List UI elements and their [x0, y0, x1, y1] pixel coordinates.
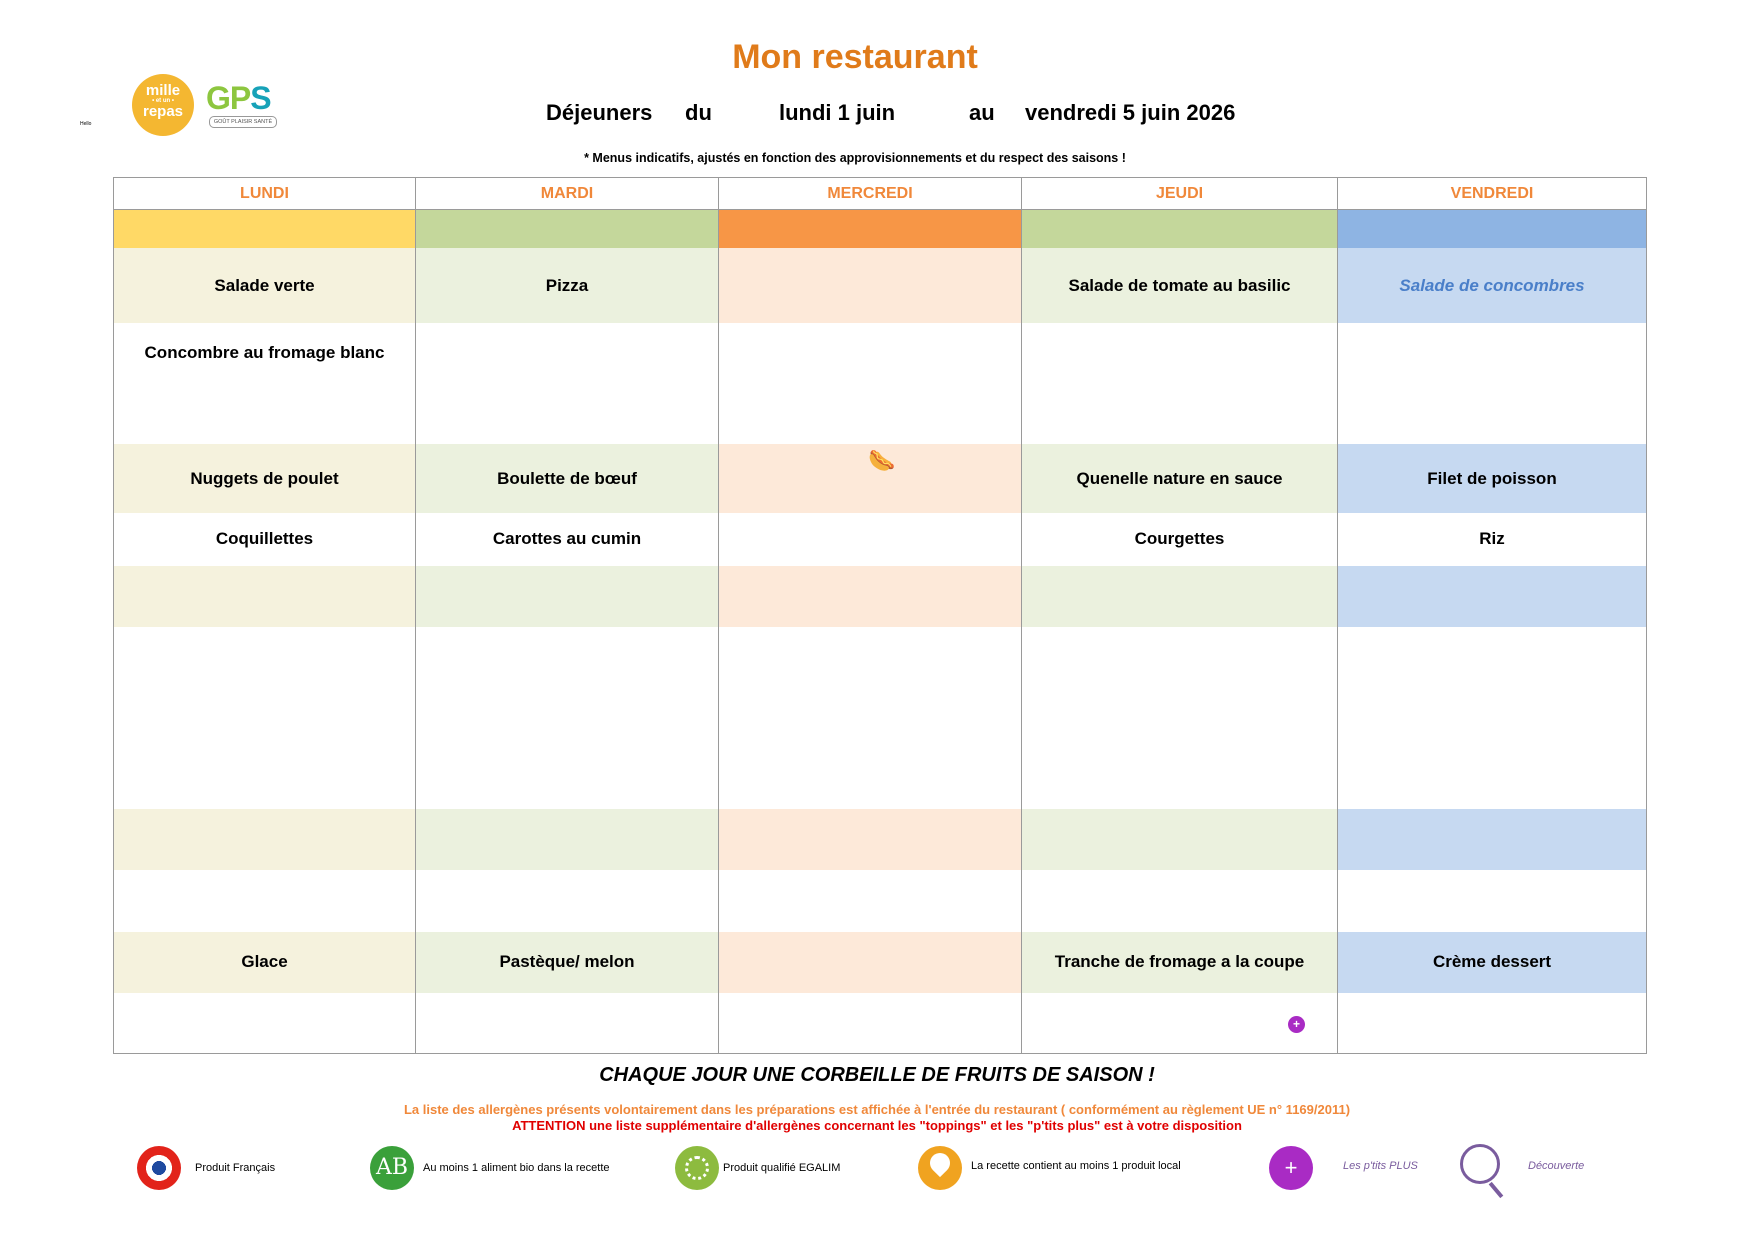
legend-egalim: Produit qualifié EGALIM — [723, 1162, 841, 1174]
menu-cell: Boulette de bœuf — [416, 444, 719, 512]
color-bar — [1022, 210, 1338, 249]
logo-text: GP — [206, 80, 251, 116]
color-bar-row — [114, 210, 1647, 249]
menu-cell — [416, 627, 719, 809]
menu-cell: Coquillettes — [114, 513, 416, 566]
label-du: du — [685, 100, 712, 125]
menu-cell — [1022, 566, 1338, 627]
menu-cell — [719, 323, 1022, 445]
menu-cell: Pizza — [416, 248, 719, 322]
shaded-row — [114, 566, 1647, 627]
ptits-plus-icon: + — [1269, 1146, 1313, 1190]
shaded-row — [114, 809, 1647, 870]
menu-cell — [416, 870, 719, 931]
menu-cell — [1338, 809, 1647, 870]
menu-cell — [1022, 627, 1338, 809]
logo-text: mille — [145, 82, 181, 99]
magnifier-icon — [1460, 1144, 1500, 1184]
color-bar — [114, 210, 416, 249]
logo-text: repas — [142, 103, 184, 120]
blank-row — [114, 870, 1647, 931]
menu-cell: Filet de poisson — [1338, 444, 1647, 512]
hotdog-icon: 🌭 — [868, 448, 896, 474]
menu-cell — [416, 566, 719, 627]
menu-cell — [1022, 809, 1338, 870]
gps-logo-tagline: GOÛT PLAISIR SANTÉ — [209, 116, 277, 128]
menu-cell — [416, 993, 719, 1053]
menu-cell — [719, 932, 1022, 993]
legend-plus: Les p'tits PLUS — [1343, 1160, 1418, 1172]
menu-cell: Courgettes — [1022, 513, 1338, 566]
start-date: lundi 1 juin — [779, 100, 896, 125]
menu-cell: Tranche de fromage a la coupe — [1022, 932, 1338, 993]
legend-bio: Au moins 1 aliment bio dans la recette — [423, 1162, 610, 1174]
menu-cell — [1022, 870, 1338, 931]
menu-cell: Pastèque/ melon — [416, 932, 719, 993]
menu-cell — [719, 444, 1022, 512]
day-header: MARDI — [416, 178, 719, 210]
allergen-info: La liste des allergènes présents volontairement dans les préparations est affichée à l'entrée du restaurant ( conformément au règlement UE n° 1169/2011) — [403, 1102, 1351, 1117]
menu-cell — [719, 809, 1022, 870]
menu-cell: Crème dessert — [1338, 932, 1647, 993]
disclaimer-note: * Menus indicatifs, ajustés en fonction des approvisionnements et du respect des saisons ! — [584, 151, 1126, 165]
tiny-text: Hello — [80, 121, 92, 127]
fruit-slogan: CHAQUE JOUR UNE CORBEILLE DE FRUITS DE SAISON ! — [599, 1064, 1155, 1086]
day-header-row — [114, 178, 1647, 210]
menu-cell: Nuggets de poulet — [114, 444, 416, 512]
menu-cell — [114, 627, 416, 809]
menu-cell — [114, 993, 416, 1053]
bio-icon: AB — [370, 1146, 414, 1190]
gps-logo — [206, 80, 271, 117]
menu-cell — [719, 870, 1022, 931]
menu-cell: Riz — [1338, 513, 1647, 566]
allergen-warning: ATTENTION une liste supplémentaire d'allergènes concernant les "toppings" et les "p'tits plus" est à votre disposition — [512, 1118, 1242, 1133]
label-dejeuners: Déjeuners — [546, 100, 653, 125]
menu-cell — [1022, 323, 1338, 445]
label-au: au — [969, 100, 995, 125]
plat-row — [114, 444, 1647, 512]
menu-cell — [114, 566, 416, 627]
menu-cell: Salade verte — [114, 248, 416, 322]
menu-cell: Carottes au cumin — [416, 513, 719, 566]
menu-cell: Concombre au fromage blanc — [114, 323, 416, 445]
menu-cell — [1022, 993, 1338, 1053]
menu-cell — [114, 809, 416, 870]
menu-cell — [416, 809, 719, 870]
menu-cell — [1338, 993, 1647, 1053]
french-flag-icon — [137, 1146, 181, 1190]
entree-row — [114, 248, 1647, 322]
menu-cell: Salade de concombres — [1338, 248, 1647, 322]
day-header: VENDREDI — [1338, 178, 1647, 210]
menu-cell — [719, 566, 1022, 627]
ptits-plus-icon: + — [1288, 1016, 1305, 1033]
page-title: Mon restaurant — [732, 38, 978, 76]
end-date: vendredi 5 juin 2026 — [1025, 100, 1236, 125]
legend-local: La recette contient au moins 1 produit local — [971, 1160, 1181, 1172]
color-bar — [1338, 210, 1647, 249]
mille-repas-logo: mille • et un • repas — [132, 74, 194, 136]
menu-cell: Glace — [114, 932, 416, 993]
logo-text: S — [250, 80, 271, 116]
menu-cell — [719, 248, 1022, 322]
color-bar — [719, 210, 1022, 249]
menu-cell — [1338, 870, 1647, 931]
menu-cell — [719, 513, 1022, 566]
accompagnement-row — [114, 513, 1647, 566]
menu-cell — [114, 870, 416, 931]
menu-cell — [719, 627, 1022, 809]
menu-cell: Quenelle nature en sauce — [1022, 444, 1338, 512]
day-header: LUNDI — [114, 178, 416, 210]
day-header: JEUDI — [1022, 178, 1338, 210]
menu-cell — [416, 323, 719, 445]
color-bar — [416, 210, 719, 249]
egalim-icon — [675, 1146, 719, 1190]
legend-decouverte: Découverte — [1528, 1160, 1585, 1172]
menu-cell — [1338, 323, 1647, 445]
menu-cell — [1338, 566, 1647, 627]
entree2-row — [114, 323, 1647, 445]
blank-row — [114, 627, 1647, 809]
bottom-row — [114, 993, 1647, 1053]
local-pin-icon — [918, 1146, 962, 1190]
weekly-menu-table — [113, 177, 1647, 1054]
menu-cell: Salade de tomate au basilic — [1022, 248, 1338, 322]
dessert-row — [114, 932, 1647, 993]
day-header: MERCREDI — [719, 178, 1022, 210]
menu-cell — [1338, 627, 1647, 809]
menu-cell — [719, 993, 1022, 1053]
legend-french: Produit Français — [195, 1162, 276, 1174]
